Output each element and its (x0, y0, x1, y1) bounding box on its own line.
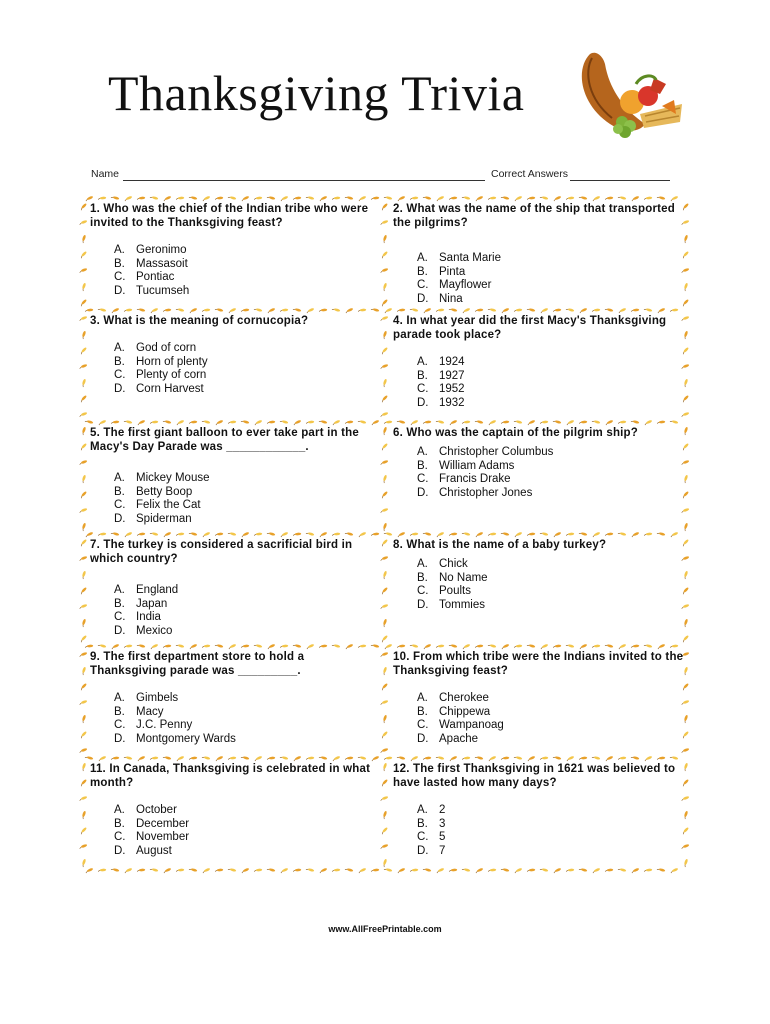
option-list (84, 692, 382, 746)
question-card (84, 202, 382, 312)
question-card (387, 314, 685, 424)
question-card (387, 202, 685, 312)
option-item[interactable]: C. J.C. Penny (114, 719, 193, 732)
option-list (84, 472, 382, 526)
option-list (387, 252, 685, 306)
option-item[interactable]: B. Chippewa (417, 705, 491, 718)
option-item[interactable]: D. Mexico (114, 624, 173, 637)
option-item[interactable]: B. William Adams (417, 459, 515, 472)
question-text: 10. From which tribe were the Indians invited to the Thanksgiving feast? (393, 651, 684, 677)
option-item[interactable]: C. Felix the Cat (114, 499, 201, 512)
question-grid (84, 196, 688, 876)
question-text: 5. The first giant balloon to ever take part in the Macy's Day Parade was ____________. (90, 427, 359, 453)
option-item[interactable]: A. Gimbels (114, 692, 179, 704)
option-item[interactable]: A. Cherokee (417, 692, 489, 704)
option-item[interactable]: A. Chick (417, 558, 468, 570)
question-text: 2. What was the name of the ship that transported the pilgrims? (393, 203, 675, 229)
name-label: Name (91, 168, 120, 180)
option-list (84, 342, 382, 396)
option-list (387, 692, 685, 746)
question-card (387, 426, 685, 536)
option-item[interactable]: A. Geronimo (114, 244, 187, 256)
option-item[interactable]: D. Spiderman (114, 512, 192, 525)
option-item[interactable]: A. 1924 (417, 356, 465, 368)
option-item[interactable]: B. 3 (417, 817, 446, 830)
question-text: 11. In Canada, Thanksgiving is celebrated in what month? (90, 763, 371, 789)
option-item[interactable]: C. November (114, 831, 190, 844)
option-item[interactable]: B. 1927 (417, 369, 465, 382)
option-list (387, 558, 685, 612)
question-card (387, 650, 685, 760)
option-item[interactable]: C. Francis Drake (417, 473, 511, 486)
option-item[interactable]: D. Christopher Jones (417, 486, 533, 499)
question-text: 1. Who was the chief of the Indian tribe who were invited to the Thanksgiving feast? (90, 203, 369, 229)
option-item[interactable]: A. God of corn (114, 342, 197, 354)
page-title: Thanksgiving Trivia (108, 65, 525, 121)
option-item[interactable]: D. Apache (417, 732, 479, 745)
option-list (387, 804, 685, 858)
option-item[interactable]: C. Pontiac (114, 271, 175, 284)
option-item[interactable]: C. 5 (417, 831, 446, 844)
option-list (387, 356, 685, 410)
option-list (387, 446, 685, 500)
option-item[interactable]: C. Mayflower (417, 279, 492, 292)
option-item[interactable]: B. Pinta (417, 265, 466, 278)
question-card (387, 538, 685, 648)
footer-url[interactable]: www.AllFreePrintable.com (328, 924, 442, 934)
option-item[interactable]: C. Plenty of corn (114, 369, 207, 382)
option-item[interactable]: B. Horn of plenty (114, 355, 208, 368)
question-text: 3. What is the meaning of cornucopia? (90, 315, 309, 327)
question-card (84, 650, 382, 760)
question-text: 4. In what year did the first Macy's Thanksgiving parade took place? (393, 315, 667, 341)
option-item[interactable]: D. 7 (417, 844, 446, 857)
option-item[interactable]: A. Christopher Columbus (417, 446, 554, 458)
option-item[interactable]: A. England (114, 584, 179, 596)
option-item[interactable]: C. 1952 (417, 383, 465, 396)
question-text: 9. The first department store to hold a Thanksgiving parade was _________. (90, 651, 305, 677)
option-item[interactable]: D. Tommies (417, 598, 486, 611)
question-card (387, 762, 685, 872)
option-item[interactable]: B. Japan (114, 597, 168, 610)
option-item[interactable]: B. Macy (114, 705, 164, 718)
option-item[interactable]: A. October (114, 804, 177, 816)
option-item[interactable]: D. Montgomery Wards (114, 732, 236, 745)
option-item[interactable]: A. 2 (417, 804, 446, 816)
option-item[interactable]: B. Massasoit (114, 257, 188, 270)
question-text: 8. What is the name of a baby turkey? (393, 539, 607, 551)
option-item[interactable]: D. 1932 (417, 396, 465, 409)
option-item[interactable]: B. December (114, 817, 190, 830)
option-list (84, 244, 382, 298)
question-text: 6. Who was the captain of the pilgrim ship? (393, 427, 639, 439)
question-card (84, 426, 382, 536)
question-text: 7. The turkey is considered a sacrificial bird in which country? (90, 539, 353, 565)
question-card (84, 314, 382, 424)
option-item[interactable]: C. Poults (417, 585, 471, 598)
option-list (84, 804, 382, 858)
option-item[interactable]: B. Betty Boop (114, 485, 193, 498)
option-item[interactable]: C. India (114, 611, 161, 624)
option-item[interactable]: B. No Name (417, 571, 488, 584)
option-item[interactable]: A. Santa Marie (417, 252, 502, 264)
option-item[interactable]: D. Nina (417, 292, 463, 305)
option-item[interactable]: C. Wampanoag (417, 719, 504, 732)
option-item[interactable]: D. Corn Harvest (114, 382, 204, 395)
option-item[interactable]: D. August (114, 844, 172, 857)
question-text: 12. The first Thanksgiving in 1621 was believed to have lasted how many days? (393, 763, 676, 789)
option-item[interactable]: D. Tucumseh (114, 284, 190, 297)
option-list (84, 584, 382, 638)
question-card (84, 538, 382, 648)
option-item[interactable]: A. Mickey Mouse (114, 472, 210, 484)
question-card (84, 762, 382, 872)
correct-answers-label: Correct Answers (491, 168, 569, 180)
